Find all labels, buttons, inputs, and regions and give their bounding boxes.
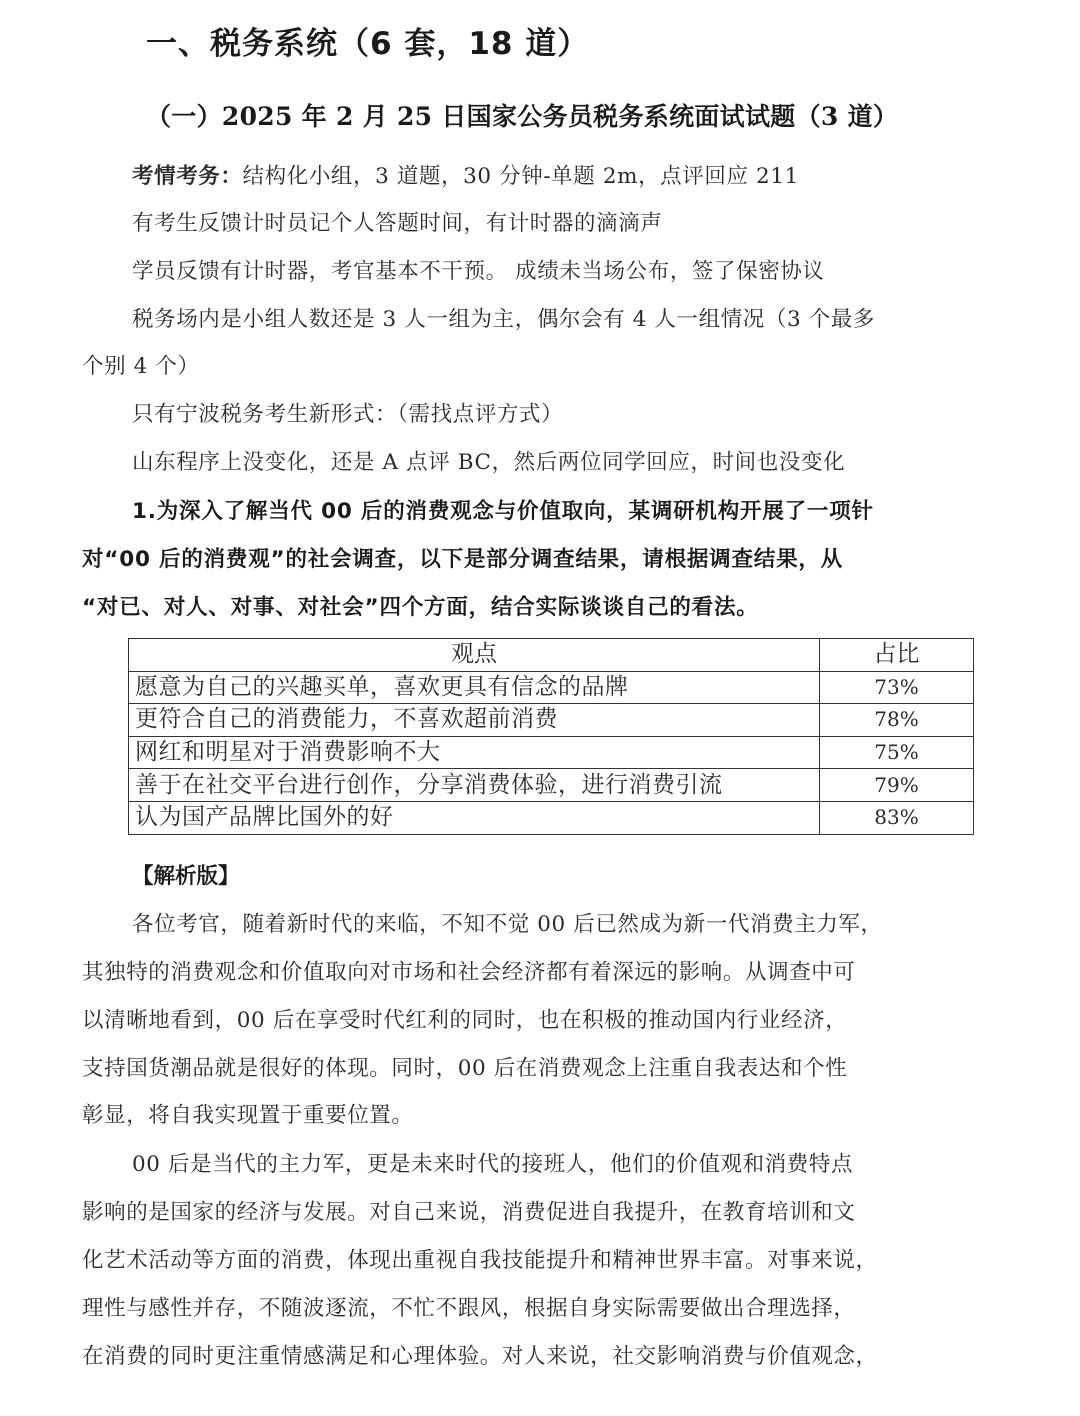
intro-line: 个别 4 个）	[82, 354, 200, 379]
intro-line: 学员反馈有计时器，考官基本不干预。 成绩未当场公布，签了保密协议	[132, 259, 825, 284]
analysis-line: 00 后是当代的主力军，更是未来时代的接班人，他们的价值观和消费特点	[132, 1152, 854, 1177]
survey-table	[128, 638, 974, 835]
table-row	[129, 769, 974, 802]
percent-cell: 73%	[820, 671, 974, 704]
analysis-line: 支持国货潮品就是很好的体现。同时，00 后在消费观念上注重自我表达和个性	[82, 1056, 848, 1081]
analysis-line: 化艺术活动等方面的消费，体现出重视自我技能提升和精神世界丰富。对事来说，	[82, 1248, 878, 1273]
analysis-line: 在消费的同时更注重情感满足和心理体验。对人来说，社交影响消费与价值观念，	[82, 1344, 878, 1369]
intro-line: 只有宁波税务考生新形式：（需找点评方式）	[132, 402, 564, 427]
view-cell: 更符合自己的消费能力，不喜欢超前消费	[129, 704, 820, 737]
analysis-line: 以清晰地看到，00 后在享受时代红利的同时，也在积极的推动国内行业经济，	[82, 1008, 848, 1033]
table-row	[129, 801, 974, 834]
intro-line: 有考生反馈计时员记个人答题时间，有计时器的滴滴声	[132, 211, 663, 236]
intro-line: 山东程序上没变化，还是 A 点评 BC，然后两位同学回应，时间也没变化	[132, 450, 846, 475]
analysis-line: 各位考官，随着新时代的来临，不知不觉 00 后已然成为新一代消费主力军，	[132, 912, 883, 937]
question-line: 1.为深入了解当代 00 后的消费观念与价值取向，某调研机构开展了一项针	[132, 499, 874, 524]
analysis-line: 其独特的消费观念和价值取向对市场和社会经济都有着深远的影响。从调查中可	[82, 960, 856, 985]
analysis-tag: 【解析版】	[132, 864, 240, 889]
intro-line	[132, 159, 799, 190]
percent-cell: 78%	[820, 704, 974, 737]
view-cell: 善于在社交平台进行创作，分享消费体验，进行消费引流	[129, 769, 820, 802]
table-row	[129, 671, 974, 704]
intro-line: 税务场内是小组人数还是 3 人一组为主，偶尔会有 4 人一组情况（3 个最多	[132, 307, 876, 332]
analysis-line: 影响的是国家的经济与发展。对自己来说，消费促进自我提升，在教育培训和文	[82, 1200, 856, 1225]
table-row	[129, 704, 974, 737]
percent-cell: 75%	[820, 736, 974, 769]
view-cell: 认为国产品牌比国外的好	[129, 801, 820, 834]
percent-cell: 79%	[820, 769, 974, 802]
question-line: 对“00 后的消费观”的社会调查，以下是部分调查结果，请根据调查结果，从	[82, 547, 843, 572]
section-title: 一、税务系统（6 套，18 道）	[146, 26, 590, 62]
subsection-title: （一）2025 年 2 月 25 日国家公务员税务系统面试试题（3 道）	[146, 102, 899, 131]
intro-first-line: 结构化小组，3 道题，30 分钟-单题 2m，点评回应 211	[242, 164, 799, 189]
column-header-view: 观点	[129, 639, 820, 672]
column-header-percent: 占比	[820, 639, 974, 672]
view-cell: 网红和明星对于消费影响不大	[129, 736, 820, 769]
view-cell: 愿意为自己的兴趣买单，喜欢更具有信念的品牌	[129, 671, 820, 704]
table-row	[129, 736, 974, 769]
table-header-row	[129, 639, 974, 672]
question-line: “对已、对人、对事、对社会”四个方面，结合实际谈谈自己的看法。	[82, 595, 759, 620]
intro-label: 考情考务：	[132, 164, 243, 189]
percent-cell: 83%	[820, 801, 974, 834]
analysis-line: 彰显，将自我实现置于重要位置。	[82, 1103, 414, 1128]
analysis-line: 理性与感性并存，不随波逐流，不忙不跟风，根据自身实际需要做出合理选择，	[82, 1296, 856, 1321]
